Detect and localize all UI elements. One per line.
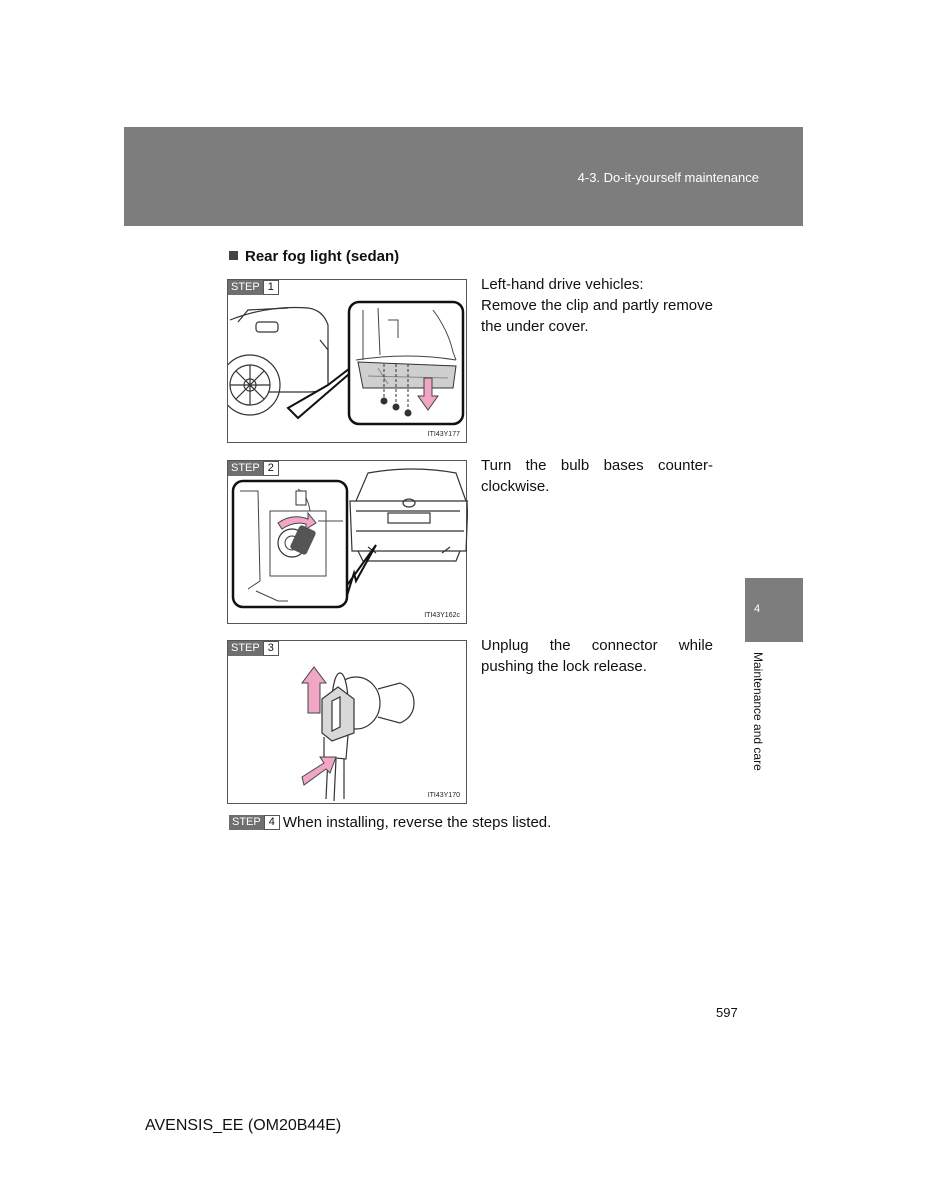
footer-model: AVENSIS_EE (OM20B44E) <box>145 1117 342 1134</box>
header-band <box>124 127 803 226</box>
step-word: STEP <box>228 280 263 295</box>
step-number: 2 <box>263 461 279 476</box>
section-title <box>229 248 399 265</box>
figure-code: ITI43Y170 <box>427 792 460 799</box>
bulb-base-illustration <box>228 461 468 625</box>
step-1-line-1: Left-hand drive vehicles: <box>481 276 644 293</box>
connector-illustration <box>228 641 468 805</box>
step-word: STEP <box>228 641 263 656</box>
step-1-figure <box>227 279 467 443</box>
step-number: 4 <box>264 815 280 830</box>
step-word: STEP <box>228 461 263 476</box>
figure-code: ITI43Y177 <box>427 431 460 438</box>
step-2-tag <box>228 461 279 476</box>
chapter-tab <box>745 578 803 642</box>
step-3-tag <box>228 641 279 656</box>
step-1-line-2: Remove the clip and partly remove the under cover. <box>481 297 713 335</box>
step-1-tag <box>228 280 279 295</box>
step-2-text: Turn the bulb bases counter-clockwise. <box>481 457 713 495</box>
step-3-text: Unplug the connector while pushing the lock release. <box>481 637 713 675</box>
step-4-text: When installing, reverse the steps listed. <box>282 814 552 831</box>
step-2-figure <box>227 460 467 624</box>
step-word: STEP <box>229 815 264 830</box>
figure-code: ITI43Y162c <box>424 612 460 619</box>
section-heading: 4-3. Do-it-yourself maintenance <box>577 170 759 185</box>
under-cover-illustration <box>228 280 468 444</box>
step-4 <box>229 814 551 831</box>
step-3-figure <box>227 640 467 804</box>
square-bullet-icon <box>229 251 238 260</box>
chapter-label: Maintenance and care <box>751 652 765 771</box>
step-number: 3 <box>263 641 279 656</box>
push-arrow-icon <box>302 757 336 785</box>
step-4-tag <box>229 815 280 830</box>
page-number: 597 <box>716 1005 738 1020</box>
step-1-text <box>481 274 713 337</box>
section-title-text: Rear fog light (sedan) <box>245 248 400 265</box>
chapter-number: 4 <box>754 603 761 615</box>
step-number: 1 <box>263 280 279 295</box>
